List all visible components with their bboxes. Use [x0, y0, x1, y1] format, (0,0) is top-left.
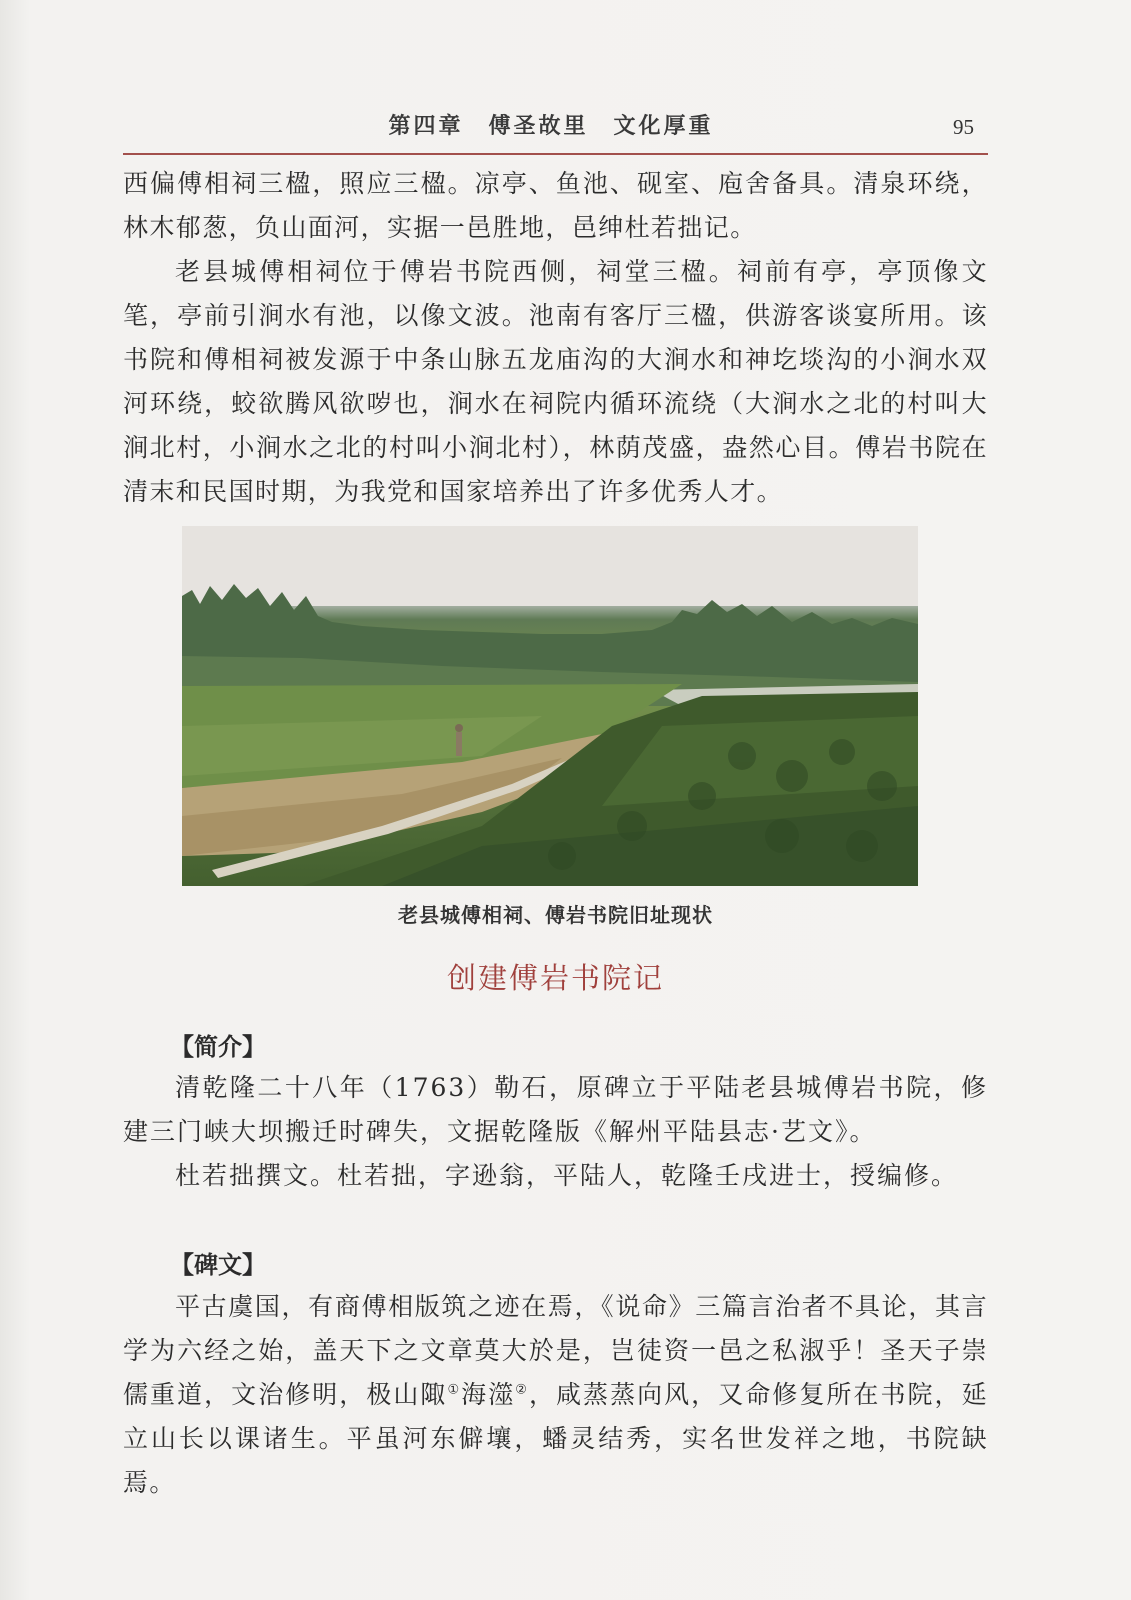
footnote-marker-2: ② — [515, 1382, 529, 1398]
inscription-paragraph — [123, 1285, 988, 1505]
chapter-title: 第四章 傅圣故里 文化厚重 — [388, 113, 714, 139]
inscription-text-part-1: 平古虞国，有商傅相版筑之迹在焉，《说命》三篇言治者不具论，其言学为六经之始，盖天下之文章莫大於是，岂徒资一邑之私淑乎！圣天子崇儒重道，文治修明，极山陬 — [123, 1292, 988, 1409]
intro-heading: 【简介】 — [170, 1033, 266, 1061]
intro-paragraph-author: 杜若拙撰文。杜若拙，字逊翁，平陆人，乾隆壬戌进士，授编修。 — [175, 1161, 959, 1190]
photo-caption: 老县城傅相祠、傅岩书院旧址现状 — [398, 903, 713, 927]
site-photo — [182, 526, 918, 886]
header-divider — [123, 153, 988, 155]
intro-paragraph-stele: 清乾隆二十八年（1763）勒石，原碑立于平陆老县城傅岩书院，修建三门峡大坝搬迁时碑失，文据乾隆版《解州平陆县志·艺文》。 — [123, 1073, 988, 1146]
paragraph-continued: 西偏傅相祠三楹，照应三楹。凉亭、鱼池、砚室、庖舍备具。清泉环绕，林木郁葱，负山面河，实据一邑胜地，邑绅杜若拙记。 — [123, 169, 988, 242]
inscription-text-part-3: ，咸蒸蒸向风，又命修复所在书院，延立山长以课诸生。平虽河东僻壤，蟠灵结秀，实名世发祥之地，书院缺焉。 — [123, 1380, 988, 1497]
paragraph-fuxiang-shrine: 老县城傅相祠位于傅岩书院西侧，祠堂三楹。祠前有亭，亭顶像文笔，亭前引涧水有池，以像文波。池南有客厅三楹，供游客谈宴所用。该书院和傅相祠被发源于中条山脉五龙庙沟的大涧水和神圪埮沟的小涧水双河环绕，蛟欲腾风欲哕也，涧水在祠院内循环流绕（大涧水之北的村叫大涧北村，小涧水之北的村叫小涧北村），林荫茂盛，盎然心目。傅岩书院在清末和民国时期，为我党和国家培养出了许多优秀人才。 — [123, 257, 988, 506]
page-number: 95 — [953, 115, 974, 139]
inscription-text-part-2: 海澨 — [461, 1380, 516, 1409]
running-header — [123, 105, 988, 151]
section-title: 创建傅岩书院记 — [446, 961, 664, 995]
inscription-heading: 【碑文】 — [170, 1251, 266, 1279]
footnote-marker-1: ① — [447, 1382, 462, 1398]
